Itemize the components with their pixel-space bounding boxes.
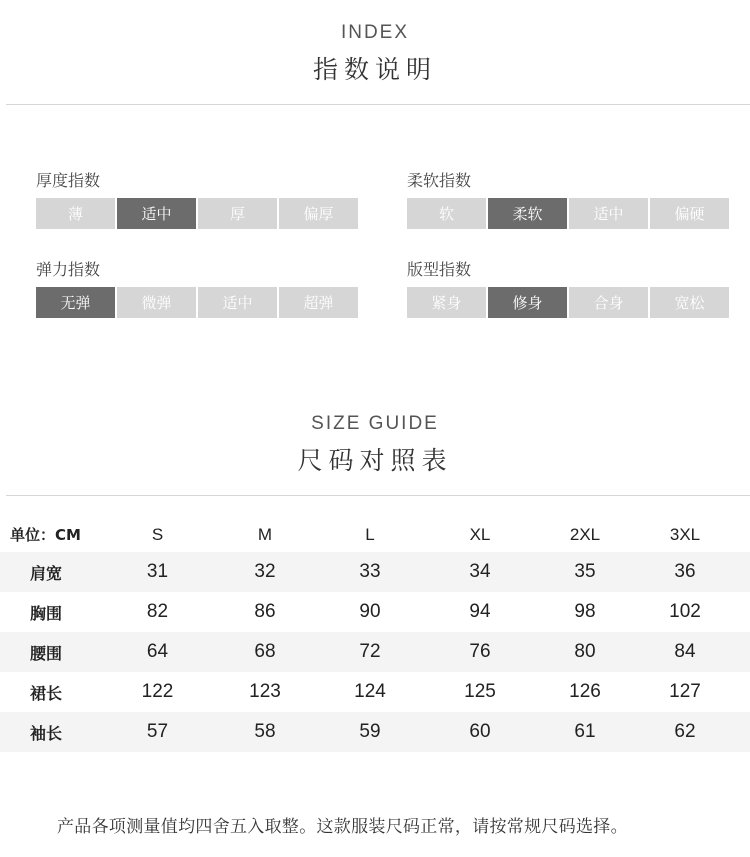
index-bar bbox=[407, 198, 731, 229]
index-label: 弹力指数 bbox=[36, 260, 101, 279]
size-table-header bbox=[0, 517, 750, 552]
table-cell: 76 bbox=[469, 641, 491, 662]
index-option: 偏硬 bbox=[650, 198, 729, 229]
table-cell: 72 bbox=[359, 641, 381, 662]
table-cell: 60 bbox=[469, 721, 491, 742]
index-heading bbox=[0, 22, 750, 86]
table-cell: 31 bbox=[146, 561, 169, 582]
index-option-selected: 修身 bbox=[488, 287, 567, 318]
table-cell: 57 bbox=[146, 721, 169, 742]
index-option: 软 bbox=[407, 198, 486, 229]
table-cell: 94 bbox=[469, 601, 491, 622]
row-label: 裙长 bbox=[30, 683, 63, 703]
table-cell: 82 bbox=[146, 601, 169, 622]
index-label: 版型指数 bbox=[407, 260, 472, 279]
size-header-cell: L bbox=[365, 524, 375, 544]
row-label: 腰围 bbox=[30, 643, 63, 663]
table-cell: 62 bbox=[674, 721, 696, 742]
index-option: 宽松 bbox=[650, 287, 729, 318]
index-bar bbox=[407, 287, 731, 318]
table-row bbox=[0, 632, 750, 672]
index-bar bbox=[36, 287, 360, 318]
table-cell: 122 bbox=[141, 681, 174, 702]
table-cell: 126 bbox=[569, 681, 601, 702]
size-table bbox=[0, 517, 750, 752]
row-label: 袖长 bbox=[30, 723, 63, 743]
size-header-cell: S bbox=[151, 524, 164, 544]
index-group-softness bbox=[407, 168, 731, 229]
divider bbox=[6, 495, 750, 496]
size-header-cell: M bbox=[257, 524, 273, 544]
table-cell: 98 bbox=[574, 601, 596, 622]
table-cell: 68 bbox=[254, 641, 276, 662]
table-row bbox=[0, 552, 750, 592]
table-row bbox=[0, 712, 750, 752]
table-cell: 33 bbox=[359, 561, 381, 582]
table-cell: 90 bbox=[359, 601, 381, 622]
size-guide-heading bbox=[0, 413, 750, 477]
index-option: 厚 bbox=[198, 198, 277, 229]
table-cell: 80 bbox=[574, 641, 596, 662]
table-cell: 58 bbox=[254, 721, 276, 742]
index-option: 适中 bbox=[569, 198, 648, 229]
unit-label: 单位：CM bbox=[10, 526, 81, 544]
index-group-elasticity bbox=[36, 257, 360, 318]
divider bbox=[6, 104, 750, 105]
table-cell: 86 bbox=[254, 601, 276, 622]
index-option-selected: 柔软 bbox=[488, 198, 567, 229]
row-label: 肩宽 bbox=[30, 563, 63, 583]
size-guide-title-zh: 尺码对照表 bbox=[297, 446, 453, 475]
table-cell: 36 bbox=[674, 561, 696, 582]
table-row bbox=[0, 592, 750, 632]
size-header-cell: 3XL bbox=[669, 524, 701, 544]
table-cell: 102 bbox=[669, 601, 701, 622]
size-header-cell: 2XL bbox=[569, 524, 601, 544]
index-option: 超弹 bbox=[279, 287, 358, 318]
index-option: 紧身 bbox=[407, 287, 486, 318]
table-cell: 61 bbox=[574, 721, 596, 742]
size-header-cell: XL bbox=[469, 524, 491, 544]
table-cell: 124 bbox=[354, 681, 386, 702]
table-cell: 34 bbox=[469, 561, 491, 582]
index-option: 合身 bbox=[569, 287, 648, 318]
index-group-fit bbox=[407, 257, 731, 318]
size-guide-title-en: SIZE GUIDE bbox=[311, 413, 439, 434]
index-option-selected: 适中 bbox=[117, 198, 196, 229]
table-cell: 64 bbox=[146, 641, 169, 662]
table-cell: 127 bbox=[669, 681, 701, 702]
index-option: 偏厚 bbox=[279, 198, 358, 229]
measurement-note: 产品各项测量值均四舍五入取整。这款服装尺码正常，请按常规尺码选择。 bbox=[57, 817, 628, 837]
table-cell: 35 bbox=[574, 561, 596, 582]
index-option: 微弹 bbox=[117, 287, 196, 318]
index-label: 柔软指数 bbox=[407, 171, 472, 190]
table-row bbox=[0, 672, 750, 712]
table-cell: 84 bbox=[674, 641, 696, 662]
index-title-en: INDEX bbox=[340, 22, 410, 43]
table-cell: 32 bbox=[254, 561, 276, 582]
index-bar bbox=[36, 198, 360, 229]
table-cell: 125 bbox=[464, 681, 496, 702]
index-option: 薄 bbox=[36, 198, 115, 229]
index-title-zh: 指数说明 bbox=[312, 55, 437, 84]
index-label: 厚度指数 bbox=[36, 171, 101, 190]
table-cell: 123 bbox=[249, 681, 281, 702]
table-cell: 59 bbox=[359, 721, 381, 742]
index-group-thickness bbox=[36, 168, 360, 229]
index-option: 适中 bbox=[198, 287, 277, 318]
index-option-selected: 无弹 bbox=[36, 287, 115, 318]
row-label: 胸围 bbox=[30, 603, 63, 623]
